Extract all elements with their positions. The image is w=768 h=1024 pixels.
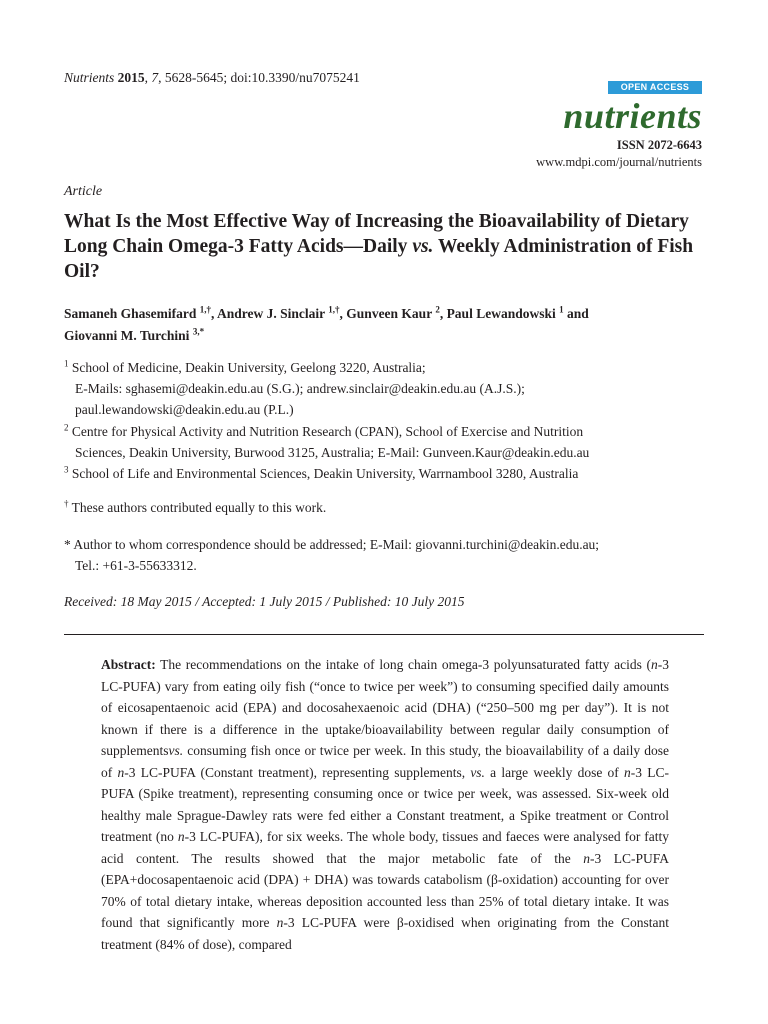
affiliation-number: 2	[64, 422, 69, 433]
article-type: Article	[64, 184, 103, 199]
abstract-segment: -3 LC-PUFA (Constant treatment), representing supplements,	[124, 764, 471, 780]
citation-journal: Nutrients	[64, 70, 115, 85]
abstract-segment: -3 LC-PUFA (EPA+docosapentaenoic acid (DPA) + DHA) was towards catabolism (β-oxidation) accounting for over 70% of total dietary intake, whereas deposition accounted less than 25% of total dietary intake. It was found that significantly more	[101, 850, 669, 930]
equal-contribution-text: These authors contributed equally to this work.	[71, 500, 327, 515]
abstract-segment: -3 LC-PUFA) vary from eating oily fish (“once to twice per week”) to consuming specified daily amounts of eicosapentaenoic acid (EPA) and docosahexaenoic acid (DHA) (“250–500 mg per day”). It is not known if there is a difference in the uptake/bioavailability between regular daily consumption of supplements	[101, 657, 669, 758]
author-affiliation-mark: 1	[559, 304, 564, 315]
abstract-segment: n	[624, 764, 631, 780]
author-name: Paul Lewandowski	[446, 306, 556, 321]
abstract-segment: -3 LC-PUFA were β-oxidised when originating from the Constant treatment (84% of dose), compared	[101, 915, 669, 952]
citation-pages-doi: , 5628-5645; doi:10.3390/nu7075241	[158, 70, 360, 85]
author-name: Gunveen Kaur	[346, 306, 432, 321]
abstract-segment: n	[177, 829, 185, 844]
affiliation-2	[64, 424, 583, 440]
journal-logo: nutrients	[563, 96, 702, 136]
author-name: Samaneh Ghasemifard	[64, 306, 197, 321]
citation-volume: 7	[151, 70, 159, 85]
citation-line: Nutrients 2015, 7, 5628-5645; doi:10.3390/nu7075241	[64, 70, 360, 85]
title-vs: vs.	[412, 236, 434, 257]
correspondence-phone: Tel.: +61-3-55633312.	[75, 558, 197, 573]
issn: ISSN 2072-6643	[616, 138, 702, 152]
affiliation-number: 1	[64, 358, 69, 369]
abstract-segment: vs.	[470, 764, 485, 780]
open-access-badge: OPEN ACCESS	[608, 81, 702, 94]
affiliation-text: School of Medicine, Deakin University, Geelong 3220, Australia;	[71, 360, 426, 375]
abstract-segment: n	[117, 764, 125, 780]
abstract-segment: -3 LC-PUFA (Spike treatment), representing consuming once or twice per week, was assessed. Six-week old healthy male Sprague-Dawley rats were fed either a Constant treatment, a Spike treatment or Control treatment (no	[101, 764, 669, 844]
affiliation-text: Centre for Physical Activity and Nutrition Research (CPAN), School of Exercise and Nutrition	[71, 424, 584, 439]
abstract-label: Abstract:	[101, 657, 156, 672]
journal-url: www.mdpi.com/journal/nutrients	[536, 155, 702, 169]
affiliation-1-emails: E-Mails: sghasemi@deakin.edu.au (S.G.); andrew.sinclair@deakin.edu.au (A.J.S.);	[75, 381, 525, 396]
equal-contribution-note	[64, 500, 326, 516]
title-part-2: Weekly Administration of Fish Oil?	[64, 236, 694, 282]
affiliation-1	[64, 360, 426, 376]
abstract-segment: n	[651, 657, 658, 672]
affiliation-3	[64, 466, 578, 482]
correspondence-note: * Author to whom correspondence should be addressed; E-Mail: giovanni.turchini@deakin.edu.au;	[64, 537, 600, 552]
abstract-body	[101, 657, 669, 952]
author-list: Samaneh Ghasemifard $^{1,\dagger}$, Andrew J. Sinclair $^{1,\dagger}$, Gunveen Kaur $^2$, Paul Lewandowski $^1$ and Giovanni M. Turchini $^{3,*}$	[64, 304, 589, 343]
affiliation-text: School of Life and Environmental Sciences, Deakin University, Warrnambool 3280, Australia	[71, 466, 579, 481]
abstract-segment: a large weekly dose of	[484, 764, 625, 780]
abstract-segment: vs.	[168, 743, 184, 758]
author-affiliation-mark: 1,†	[199, 304, 212, 315]
author-affiliation-mark: 3,*	[192, 326, 205, 336]
paper-title	[64, 209, 704, 284]
divider-rule	[64, 634, 704, 635]
author-affiliation-mark: 2	[435, 304, 440, 315]
abstract-segment: n	[583, 850, 590, 866]
abstract-segment: consuming fish once or twice per week. In this study, the bioavailability of a daily dose of	[101, 743, 669, 780]
citation-year: 2015	[117, 70, 145, 85]
publication-dates: Received: 18 May 2015 / Accepted: 1 July 2015 / Published: 10 July 2015	[64, 594, 465, 609]
author-affiliation-mark: 1,†	[328, 304, 340, 315]
abstract-segment: n	[276, 915, 284, 930]
affiliation-number: 3	[64, 464, 69, 475]
abstract-segment: The recommendations on the intake of long chain omega-3 polyunsaturated fatty acids (	[155, 657, 651, 672]
authors-and: and	[566, 306, 589, 321]
abstract	[101, 654, 669, 955]
affiliation-2-cont: Sciences, Deakin University, Burwood 3125, Australia; E-Mail: Gunveen.Kaur@deakin.edu.au	[75, 445, 590, 460]
abstract-segment: -3 LC-PUFA), for six weeks. The whole body, tissues and faeces were analysed for fatty acid content. The results showed that the major metabolic fate of the	[101, 829, 669, 866]
title-part-1: What Is the Most Effective Way of Increasing the Bioavailability of Dietary Long Chain Omega-3 Fatty Acids—Daily	[64, 211, 689, 257]
dagger-mark: †	[64, 498, 69, 509]
affiliation-1-emails-cont: paul.lewandowski@deakin.edu.au (P.L.)	[75, 402, 294, 417]
author-name: Giovanni M. Turchini	[64, 327, 190, 343]
author-name: Andrew J. Sinclair	[217, 306, 325, 321]
